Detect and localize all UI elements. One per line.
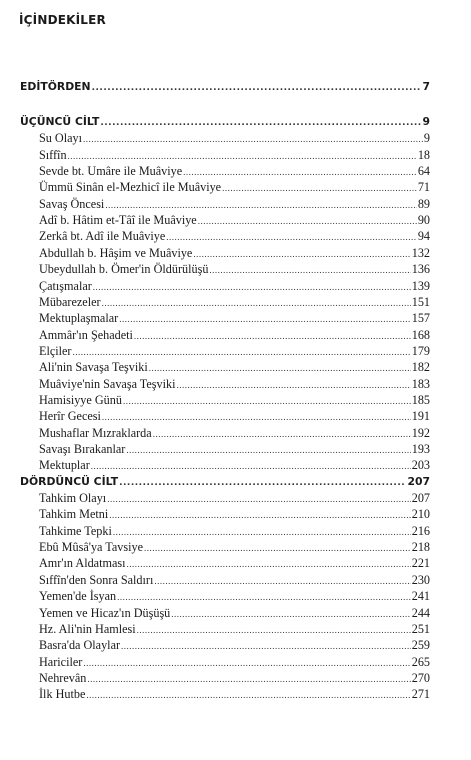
toc-entry [39, 655, 430, 671]
toc-entry [39, 344, 430, 360]
dot-leader [83, 134, 423, 144]
toc-entry-title: Sevde bt. Umâre ile Muâviye [39, 164, 183, 179]
toc-entry-title: Ümmü Sinân el-Mezhicî ile Muâviye [39, 180, 222, 195]
toc-page-number: 221 [411, 556, 430, 571]
dot-leader [100, 118, 421, 128]
dot-leader [119, 314, 411, 324]
dot-leader [72, 347, 410, 357]
toc-entry-title: Yemen ve Hicaz'ın Düşüşü [39, 605, 171, 620]
toc-page-number: 192 [411, 425, 430, 440]
toc-entry [39, 606, 430, 622]
toc-entry-title: Ebû Mûsâ'ya Tavsiye [39, 540, 144, 555]
toc-entry-title: Sıffîn [39, 147, 67, 162]
dot-leader [149, 363, 411, 373]
toc-entry [39, 638, 430, 654]
toc-page-number: 207 [411, 491, 430, 506]
dot-leader [126, 559, 410, 569]
toc-entry [39, 164, 430, 180]
toc-entry-title: Adî b. Hâtim et-Tâî ile Muâviye [39, 213, 197, 228]
dot-leader [166, 232, 417, 242]
toc-entry-title: Herîr Gecesi [39, 409, 101, 424]
dot-leader [93, 282, 411, 292]
toc-entry-title: Abdullah b. Hâşim ve Muâviye [39, 245, 193, 260]
toc-entry-title: DÖRDÜNCÜ CİLT [20, 474, 119, 488]
toc-entry-title: Su Olayı [39, 131, 82, 146]
toc-page-number: 270 [411, 670, 430, 685]
toc-page-number: 207 [407, 474, 430, 488]
toc-page-number: 216 [411, 523, 430, 538]
toc-entry-title: ÜÇÜNCÜ CİLT [20, 115, 100, 128]
toc-page-number: 259 [411, 638, 430, 653]
dot-leader [109, 510, 411, 520]
toc-entry-title: Savaş Öncesi [39, 196, 105, 211]
toc-entry [39, 213, 430, 229]
dot-leader [126, 445, 410, 455]
dot-leader [209, 265, 410, 275]
toc-entry-title: Ammâr'ın Şehadeti [39, 327, 133, 342]
toc-entry-title: Mushaflar Mızraklarda [39, 425, 152, 440]
toc-entry-title: Ali'nin Savaşa Teşviki [39, 360, 148, 375]
toc-entry [39, 540, 430, 556]
toc-page-number: 210 [411, 507, 430, 522]
toc-page-number: 18 [417, 147, 430, 162]
toc-page-number: 94 [417, 229, 430, 244]
toc-entry-title: Elçiler [39, 343, 72, 358]
toc-page-number: 9 [422, 115, 430, 128]
dot-leader [91, 461, 411, 471]
toc-entry [39, 589, 430, 605]
dot-leader [154, 576, 410, 586]
toc-entry [39, 671, 430, 687]
toc-page-number: 251 [411, 621, 430, 636]
toc-entry [39, 279, 430, 295]
dot-leader [107, 494, 411, 504]
toc-entry [39, 491, 430, 507]
dot-leader [144, 543, 411, 553]
dot-leader [86, 690, 410, 700]
toc-entry [39, 328, 430, 344]
toc-entry-title: Çatışmalar [39, 278, 92, 293]
dot-leader [153, 429, 411, 439]
toc-entry-title: Tahkime Tepki [39, 523, 112, 538]
toc-entry [39, 295, 430, 311]
toc-entry-title: Ubeydullah b. Ömer'in Öldürülüşü [39, 262, 209, 277]
toc-page-number: 191 [411, 409, 430, 424]
dot-leader [92, 83, 422, 93]
toc-page-number: 168 [411, 327, 430, 342]
toc-page-number: 230 [411, 572, 430, 587]
toc-entry [39, 524, 430, 540]
toc-entry [39, 131, 430, 147]
toc-entry [39, 311, 430, 327]
toc-section-heading [20, 80, 430, 96]
toc-entry-title: Hariciler [39, 654, 83, 669]
toc-entry [39, 458, 430, 474]
toc-entry [39, 573, 430, 589]
toc-entry-title: Nehrevân [39, 670, 87, 685]
toc-entry [39, 393, 430, 409]
dot-leader [113, 527, 411, 537]
toc-page-number: 71 [417, 180, 430, 195]
toc-entry-title: Yemen'de İsyan [39, 589, 117, 604]
dot-leader [83, 658, 410, 668]
toc-page-number: 185 [411, 392, 430, 407]
toc-page-number: 241 [411, 589, 430, 604]
dot-leader [123, 396, 411, 406]
toc-page-number: 9 [423, 131, 430, 146]
toc-page-number: 64 [417, 164, 430, 179]
toc-entry-title: Zerkâ bt. Adî ile Muâviye [39, 229, 166, 244]
toc-entry [39, 409, 430, 425]
toc-entry [39, 229, 430, 245]
dot-leader [117, 592, 411, 602]
dot-leader [193, 249, 410, 259]
toc-section-heading [20, 475, 430, 491]
toc-entry [39, 556, 430, 572]
toc-entry-title: Basra'da Olaylar [39, 638, 121, 653]
dot-leader [102, 412, 411, 422]
toc-page-number: 218 [411, 540, 430, 555]
toc-entry [39, 246, 430, 262]
dot-leader [222, 183, 417, 193]
toc-entry-title: Sıffîn'den Sonra Saldırı [39, 572, 154, 587]
toc-entry-title: Amr'ın Aldatması [39, 556, 126, 571]
toc-page-number: 182 [411, 360, 430, 375]
page-title: İÇİNDEKİLER [19, 13, 106, 27]
toc-entry [39, 360, 430, 376]
toc-page-number: 136 [411, 262, 430, 277]
dot-leader [119, 478, 406, 488]
toc-entry [39, 622, 430, 638]
toc-entry [39, 507, 430, 523]
toc-page-number: 271 [411, 687, 430, 702]
toc-entry-title: Tahkim Olayı [39, 491, 107, 506]
toc-entry-title: Savaşı Bırakanlar [39, 442, 126, 456]
toc-entry [39, 426, 430, 442]
toc-page-number: 157 [411, 311, 430, 326]
dot-leader [177, 380, 411, 390]
toc-entry [39, 197, 430, 213]
dot-leader [137, 625, 411, 635]
dot-leader [102, 298, 411, 308]
toc-entry [39, 377, 430, 393]
toc-page-number: 89 [417, 196, 430, 211]
toc-entry [39, 262, 430, 278]
toc-page-number: 139 [411, 278, 430, 293]
toc-entry [39, 148, 430, 164]
toc-page-number: 265 [411, 654, 430, 669]
toc-page-number: 90 [417, 213, 430, 228]
dot-leader [105, 200, 416, 210]
toc-entry-title: Hamisiyye Günü [39, 392, 122, 407]
toc-entry-title: Hz. Ali'nin Hamlesi [39, 621, 136, 636]
toc-entry-title: Mektuplar [39, 458, 90, 473]
dot-leader [87, 674, 410, 684]
toc-entry [39, 687, 430, 703]
dot-leader [171, 609, 410, 619]
dot-leader [68, 151, 417, 161]
toc-entry-title: Tahkim Metni [39, 507, 109, 522]
toc-page-number: 244 [411, 605, 430, 620]
toc-entry-title: İlk Hutbe [39, 687, 86, 702]
toc-entry-title: Mektuplaşmalar [39, 311, 119, 326]
toc-page-number: 193 [411, 442, 430, 456]
toc-entry-title: Mübarezeler [39, 294, 101, 309]
dot-leader [183, 167, 417, 177]
toc-page-number: 151 [411, 294, 430, 309]
toc-page-number: 183 [411, 376, 430, 391]
dot-leader [198, 216, 417, 226]
toc-entry-title: Muâviye'nin Savaşa Teşviki [39, 376, 176, 391]
toc-section-heading [20, 115, 430, 131]
toc-entry [39, 442, 430, 458]
dot-leader [121, 641, 411, 651]
dot-leader [134, 331, 411, 341]
toc-page-number: 7 [422, 80, 430, 93]
toc-entry [39, 180, 430, 196]
toc-entry-title: EDİTÖRDEN [20, 80, 91, 93]
toc-page-number: 203 [411, 458, 430, 473]
toc-page-number: 179 [411, 343, 430, 358]
toc-page-number: 132 [411, 245, 430, 260]
